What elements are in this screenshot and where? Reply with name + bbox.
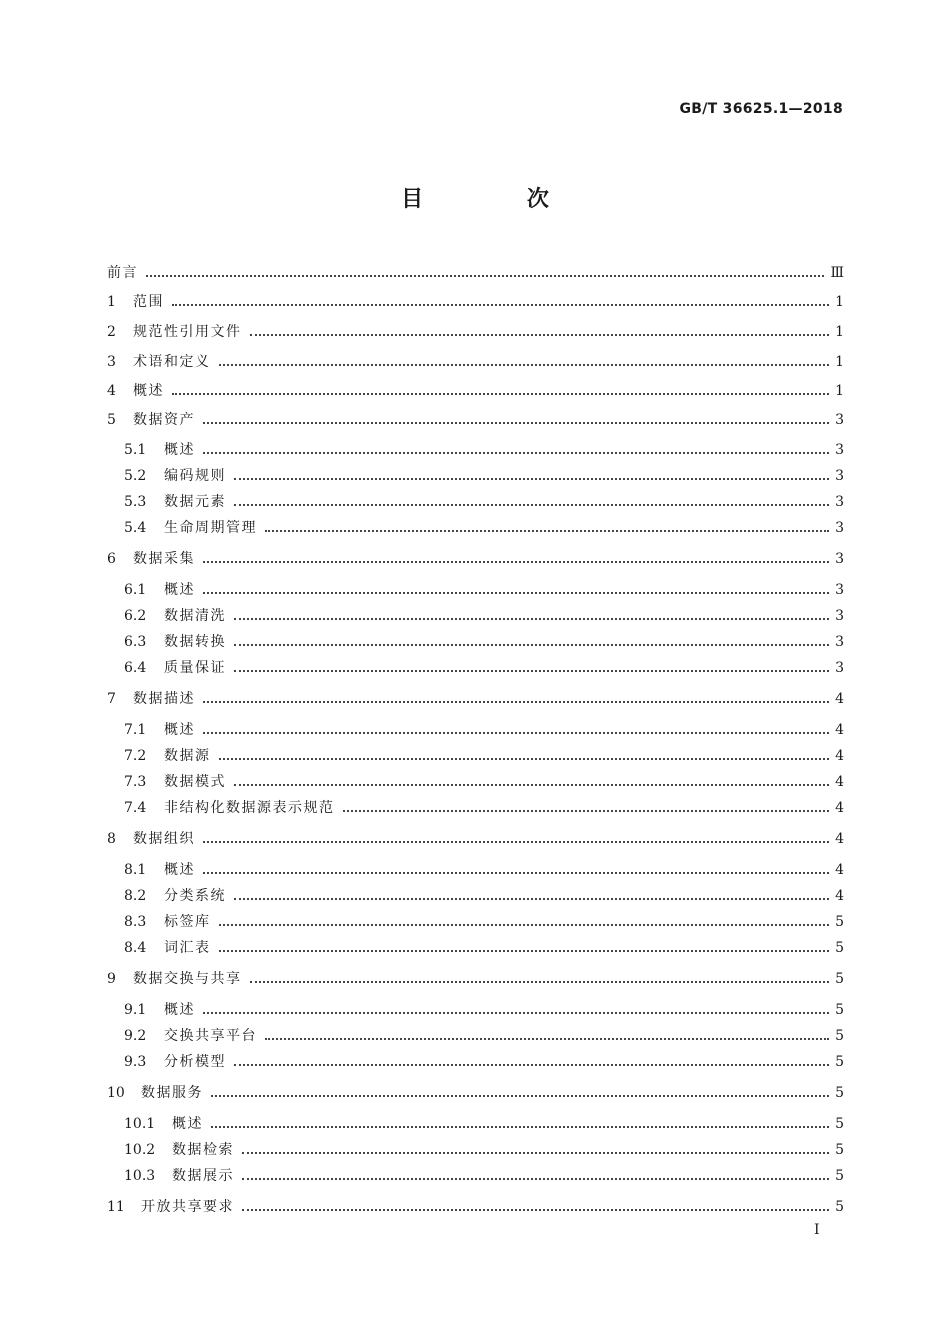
toc-entry-title: 质量保证 bbox=[164, 660, 226, 676]
toc-subentry[interactable] bbox=[124, 937, 844, 959]
toc-entry-page: 4 bbox=[835, 748, 844, 764]
toc-entry-title: 概述 bbox=[133, 383, 164, 399]
toc-entry[interactable] bbox=[107, 548, 844, 570]
toc-subentry[interactable] bbox=[124, 631, 844, 653]
toc-entry-title: 生命周期管理 bbox=[164, 520, 257, 536]
toc-entry-page: 5 bbox=[835, 1142, 844, 1158]
toc-subentry[interactable] bbox=[124, 999, 844, 1021]
toc-entry-page: 1 bbox=[835, 324, 844, 340]
toc-entry-title: 概述 bbox=[172, 1116, 203, 1132]
toc-subentry[interactable] bbox=[124, 517, 844, 539]
toc-entry-number: 6 bbox=[107, 551, 116, 567]
dot-leader bbox=[146, 275, 824, 277]
dot-leader bbox=[234, 644, 829, 646]
dot-leader bbox=[203, 872, 829, 874]
toc-entry-number: 7 bbox=[107, 691, 116, 707]
toc-subentry[interactable] bbox=[124, 1113, 844, 1135]
toc-entry-title: 数据模式 bbox=[164, 774, 226, 790]
toc-entry-page: 5 bbox=[835, 1054, 844, 1070]
toc-entry-number: 9.3 bbox=[124, 1054, 147, 1070]
toc-entry-number: 6.4 bbox=[124, 660, 147, 676]
dot-leader bbox=[211, 1126, 829, 1128]
dot-leader bbox=[219, 950, 830, 952]
toc-entry-number: 6.1 bbox=[124, 582, 147, 598]
toc-entry-number: 1 bbox=[107, 294, 116, 310]
toc-entry-page: 5 bbox=[835, 1116, 844, 1132]
dot-leader bbox=[265, 1038, 829, 1040]
toc-entry-title: 概述 bbox=[164, 442, 195, 458]
footer-page-number: I bbox=[814, 1222, 820, 1238]
toc-entry-number: 10.1 bbox=[124, 1116, 156, 1132]
dot-leader bbox=[203, 422, 829, 424]
toc-entry-title: 分类系统 bbox=[164, 888, 226, 904]
toc-entry-page: 1 bbox=[835, 294, 844, 310]
dot-leader bbox=[172, 304, 829, 306]
toc-entry[interactable] bbox=[107, 321, 844, 343]
toc-subentry[interactable] bbox=[124, 771, 844, 793]
dot-leader bbox=[203, 1012, 829, 1014]
toc-subentry[interactable] bbox=[124, 491, 844, 513]
toc-entry-title: 概述 bbox=[164, 1002, 195, 1018]
toc-entry-page: 5 bbox=[835, 1168, 844, 1184]
toc-entry[interactable] bbox=[107, 828, 844, 850]
toc-entry-page: 5 bbox=[835, 1085, 844, 1101]
toc-entry-page: 4 bbox=[835, 691, 844, 707]
toc-entry-number: 8 bbox=[107, 831, 116, 847]
toc-entry-title: 数据展示 bbox=[172, 1168, 234, 1184]
toc-entry-number: 4 bbox=[107, 383, 116, 399]
toc-entry-page: Ⅲ bbox=[830, 265, 844, 281]
standard-code: GB/T 36625.1—2018 bbox=[679, 101, 843, 117]
dot-leader bbox=[211, 1095, 829, 1097]
toc-entry[interactable] bbox=[107, 351, 844, 373]
toc-entry[interactable] bbox=[107, 380, 844, 402]
toc-subentry[interactable] bbox=[124, 465, 844, 487]
toc-entry-title: 非结构化数据源表示规范 bbox=[164, 800, 335, 816]
toc-entry-title: 交换共享平台 bbox=[164, 1028, 257, 1044]
toc-entry-title: 概述 bbox=[164, 722, 195, 738]
toc-entry-title: 数据源 bbox=[164, 748, 211, 764]
dot-leader bbox=[203, 732, 829, 734]
toc-entry-title: 数据元素 bbox=[164, 494, 226, 510]
dot-leader bbox=[234, 618, 829, 620]
dot-leader bbox=[203, 592, 829, 594]
toc-entry-page: 1 bbox=[835, 354, 844, 370]
toc-entry-title: 范围 bbox=[133, 294, 164, 310]
toc-entry-number: 8.3 bbox=[124, 914, 147, 930]
toc-subentry[interactable] bbox=[124, 1165, 844, 1187]
toc-entry-number: 3 bbox=[107, 354, 116, 370]
toc-entry-page: 1 bbox=[835, 383, 844, 399]
toc-subentry[interactable] bbox=[124, 1051, 844, 1073]
toc-entry-number: 5.2 bbox=[124, 468, 147, 484]
dot-leader bbox=[172, 393, 829, 395]
dot-leader bbox=[250, 334, 830, 336]
toc-entry[interactable] bbox=[107, 688, 844, 710]
toc-entry-title: 数据描述 bbox=[133, 691, 195, 707]
toc-entry-page: 4 bbox=[835, 774, 844, 790]
dot-leader bbox=[242, 1152, 829, 1154]
toc-entry-title: 开放共享要求 bbox=[141, 1199, 234, 1215]
dot-leader bbox=[242, 1178, 829, 1180]
toc-entry-title: 概述 bbox=[164, 862, 195, 878]
toc-entry-number: 7.1 bbox=[124, 722, 147, 738]
toc-entry-number: 10 bbox=[107, 1085, 125, 1101]
toc-entry-number: 9 bbox=[107, 971, 116, 987]
toc-subentry[interactable] bbox=[124, 885, 844, 907]
toc-entry-page: 3 bbox=[835, 494, 844, 510]
page-title: 目 次 bbox=[401, 187, 597, 212]
toc-entry-title: 编码规则 bbox=[164, 468, 226, 484]
toc-entry-title: 术语和定义 bbox=[133, 354, 211, 370]
dot-leader bbox=[234, 898, 829, 900]
toc-entry-number: 7.2 bbox=[124, 748, 147, 764]
toc-subentry[interactable] bbox=[124, 439, 844, 461]
toc-subentry[interactable] bbox=[124, 745, 844, 767]
toc-entry-title: 数据转换 bbox=[164, 634, 226, 650]
toc-entry-number: 6.3 bbox=[124, 634, 147, 650]
toc-entry-number: 8.1 bbox=[124, 862, 147, 878]
dot-leader bbox=[219, 758, 830, 760]
dot-leader bbox=[219, 364, 830, 366]
toc-entry-number: 7.3 bbox=[124, 774, 147, 790]
dot-leader bbox=[234, 1064, 829, 1066]
toc-entry-page: 3 bbox=[835, 608, 844, 624]
toc-subentry[interactable] bbox=[124, 657, 844, 679]
toc-subentry[interactable] bbox=[124, 1139, 844, 1161]
dot-leader bbox=[343, 810, 830, 812]
toc-entry-title: 数据检索 bbox=[172, 1142, 234, 1158]
dot-leader bbox=[250, 981, 830, 983]
toc-entry-title: 词汇表 bbox=[164, 940, 211, 956]
toc-subentry[interactable] bbox=[124, 911, 844, 933]
toc-entry-number: 8.2 bbox=[124, 888, 147, 904]
toc-subentry[interactable] bbox=[124, 1025, 844, 1047]
toc-entry[interactable] bbox=[107, 409, 844, 431]
toc-entry[interactable] bbox=[107, 1082, 844, 1104]
toc-entry-title: 规范性引用文件 bbox=[133, 324, 242, 340]
toc-entry-page: 5 bbox=[835, 971, 844, 987]
toc-entry-title: 数据资产 bbox=[133, 412, 195, 428]
toc-entry[interactable] bbox=[107, 291, 844, 313]
toc-entry-page: 3 bbox=[835, 468, 844, 484]
toc-entry-page: 5 bbox=[835, 940, 844, 956]
toc-entry-number: 8.4 bbox=[124, 940, 147, 956]
toc-entry-page: 3 bbox=[835, 582, 844, 598]
toc-entry[interactable] bbox=[107, 1196, 844, 1218]
toc-entry-title: 数据交换与共享 bbox=[133, 971, 242, 987]
toc-entry-title: 数据采集 bbox=[133, 551, 195, 567]
toc-entry-page: 4 bbox=[835, 862, 844, 878]
toc-entry[interactable] bbox=[107, 968, 844, 990]
toc-entry-page: 3 bbox=[835, 634, 844, 650]
toc-entry-title: 数据组织 bbox=[133, 831, 195, 847]
toc-subentry[interactable] bbox=[124, 797, 844, 819]
toc-entry-number: 11 bbox=[107, 1199, 125, 1215]
toc-entry-page: 3 bbox=[835, 551, 844, 567]
toc-entry-page: 5 bbox=[835, 1028, 844, 1044]
toc-entry-number: 5.4 bbox=[124, 520, 147, 536]
toc-entry-page: 5 bbox=[835, 1002, 844, 1018]
dot-leader bbox=[234, 478, 829, 480]
toc-entry-number: 5 bbox=[107, 412, 116, 428]
toc-entry-number: 10.3 bbox=[124, 1168, 156, 1184]
toc-entry-page: 3 bbox=[835, 442, 844, 458]
toc-entry-page: 3 bbox=[835, 660, 844, 676]
toc-entry-page: 4 bbox=[835, 800, 844, 816]
toc-entry-title: 分析模型 bbox=[164, 1054, 226, 1070]
dot-leader bbox=[203, 841, 829, 843]
toc-entry-number: 10.2 bbox=[124, 1142, 156, 1158]
dot-leader bbox=[234, 670, 829, 672]
toc-entry-title: 数据服务 bbox=[141, 1085, 203, 1101]
toc-entry-page: 5 bbox=[835, 914, 844, 930]
toc-subentry[interactable] bbox=[124, 605, 844, 627]
toc-entry-number: 5.3 bbox=[124, 494, 147, 510]
dot-leader bbox=[219, 924, 830, 926]
toc-entry-number: 5.1 bbox=[124, 442, 147, 458]
toc-entry-title: 前言 bbox=[107, 265, 138, 281]
toc-subentry[interactable] bbox=[124, 719, 844, 741]
dot-leader bbox=[203, 452, 829, 454]
toc-entry-title: 标签库 bbox=[164, 914, 211, 930]
toc-entry-page: 4 bbox=[835, 888, 844, 904]
toc-entry-title: 数据清洗 bbox=[164, 608, 226, 624]
dot-leader bbox=[234, 784, 829, 786]
toc-entry-number: 9.1 bbox=[124, 1002, 147, 1018]
dot-leader bbox=[203, 701, 829, 703]
toc-entry-page: 3 bbox=[835, 520, 844, 536]
dot-leader bbox=[265, 530, 829, 532]
toc-entry-number: 6.2 bbox=[124, 608, 147, 624]
dot-leader bbox=[234, 504, 829, 506]
toc-entry-number: 2 bbox=[107, 324, 116, 340]
toc-entry-number: 7.4 bbox=[124, 800, 147, 816]
toc-entry-page: 3 bbox=[835, 412, 844, 428]
toc-entry[interactable] bbox=[107, 262, 844, 284]
toc-entry-page: 4 bbox=[835, 831, 844, 847]
dot-leader bbox=[242, 1209, 829, 1211]
toc-subentry[interactable] bbox=[124, 859, 844, 881]
toc-entry-page: 5 bbox=[835, 1199, 844, 1215]
toc-entry-page: 4 bbox=[835, 722, 844, 738]
toc-entry-number: 9.2 bbox=[124, 1028, 147, 1044]
toc-entry-title: 概述 bbox=[164, 582, 195, 598]
dot-leader bbox=[203, 561, 829, 563]
toc-subentry[interactable] bbox=[124, 579, 844, 601]
